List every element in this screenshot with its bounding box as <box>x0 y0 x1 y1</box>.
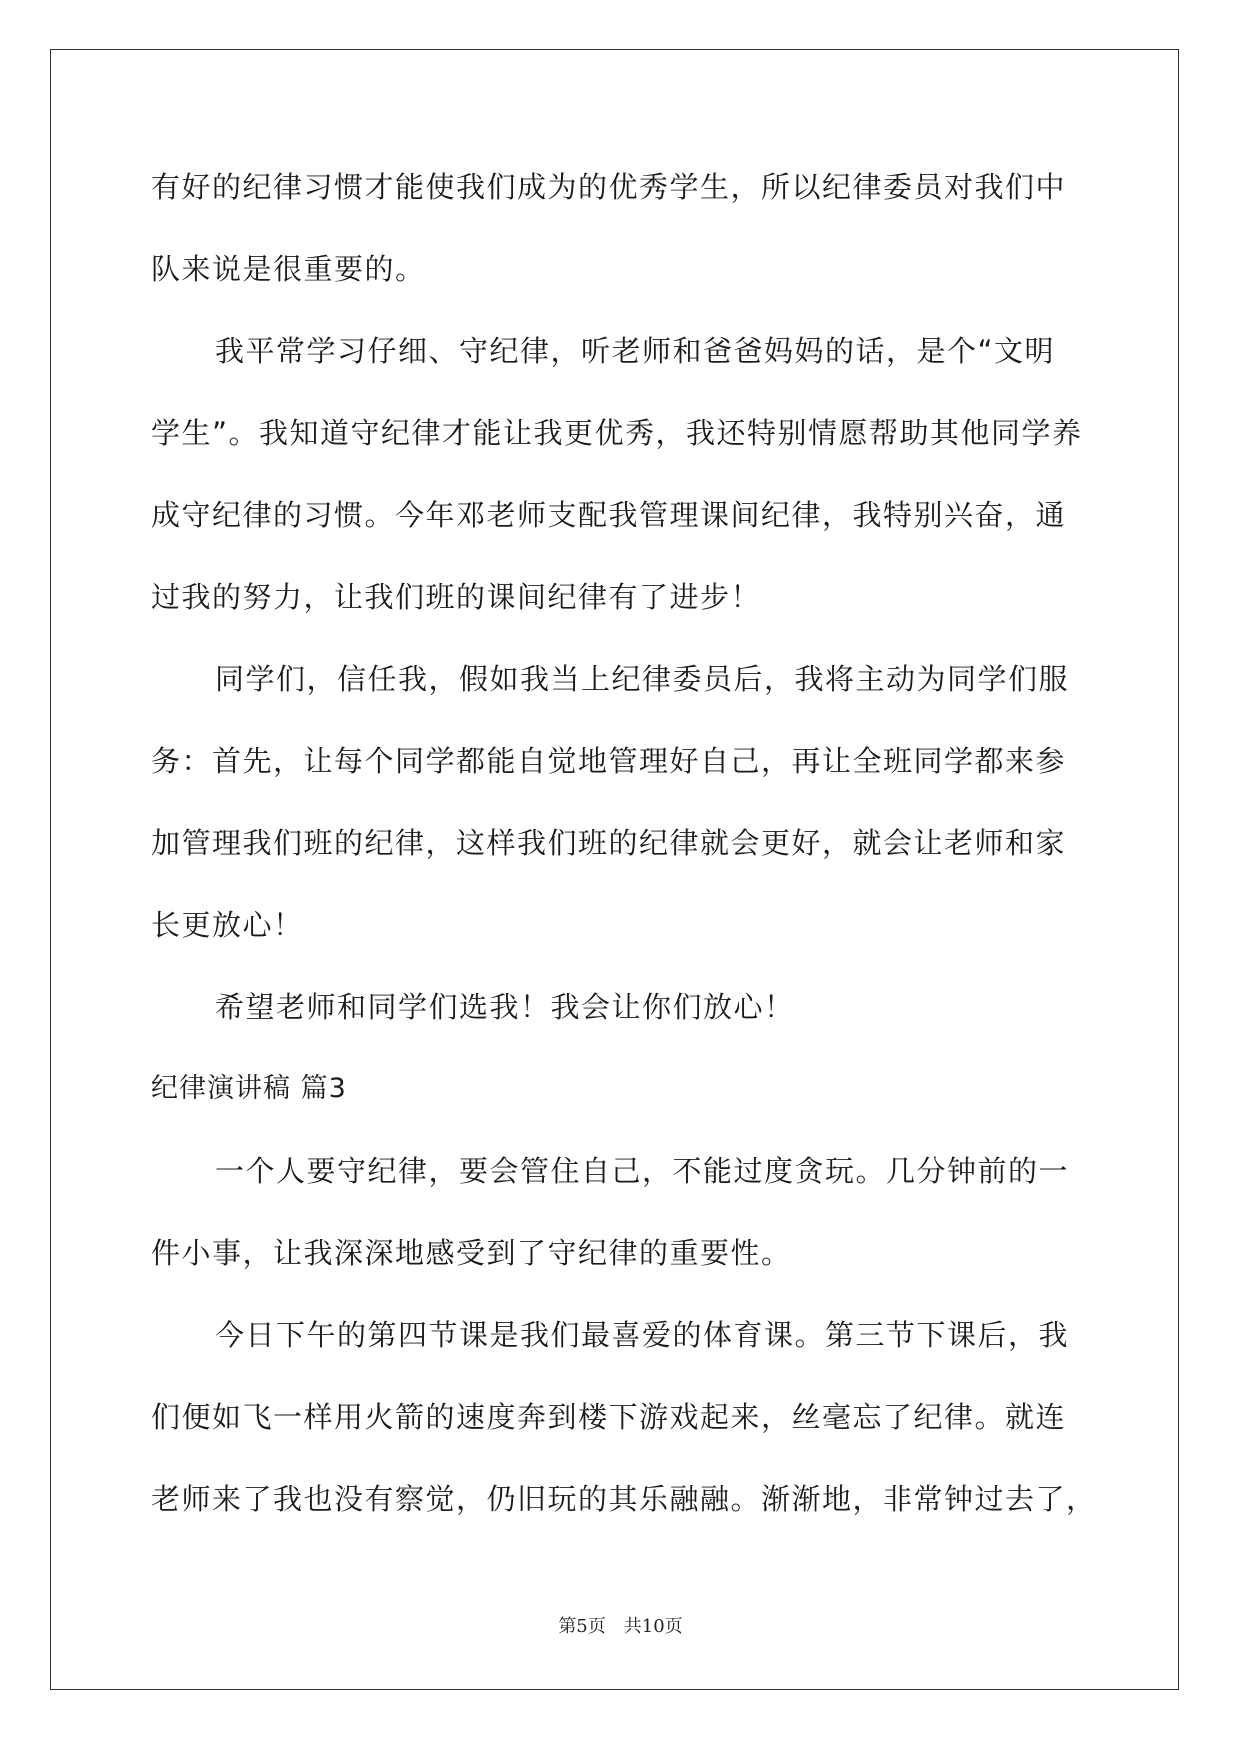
paragraph-line: 件小事，让我深深地感受到了守纪律的重要性。 <box>151 1236 792 1270</box>
paragraph-line: 长更放心！ <box>151 908 304 942</box>
paragraph-line: 学生”。我知道守纪律才能让我更优秀，我还特别情愿帮助其他同学养 <box>151 416 1083 450</box>
page-number: 第5页 共10页 <box>558 1616 683 1637</box>
paragraph-line: 希望老师和同学们选我！我会让你们放心！ <box>215 990 795 1024</box>
paragraph-line: 成守纪律的习惯。今年邓老师支配我管理课间纪律，我特别兴奋，通 <box>151 498 1067 532</box>
paragraph-line: 我平常学习仔细、守纪律，听老师和爸爸妈妈的话，是个“文明 <box>215 334 1056 368</box>
paragraph-line: 老师来了我也没有察觉，仍旧玩的其乐融融。渐渐地，非常钟过去了， <box>151 1482 1097 1516</box>
paragraph-line: 队来说是很重要的。 <box>151 252 426 286</box>
section-heading: 纪律演讲稿 篇3 <box>151 1073 347 1104</box>
document-body <box>151 160 1097 1554</box>
paragraph-line: 们便如飞一样用火箭的速度奔到楼下游戏起来，丝毫忘了纪律。就连 <box>151 1400 1067 1434</box>
paragraph-line: 今日下午的第四节课是我们最喜爱的体育课。第三节下课后，我 <box>215 1318 1070 1352</box>
paragraph-line: 加管理我们班的纪律，这样我们班的纪律就会更好，就会让老师和家 <box>151 826 1067 860</box>
paragraph-line: 过我的努力，让我们班的课间纪律有了进步！ <box>151 580 762 614</box>
paragraph-line: 同学们，信任我，假如我当上纪律委员后，我将主动为同学们服 <box>215 662 1070 696</box>
paragraph-line: 一个人要守纪律，要会管住自己，不能过度贪玩。几分钟前的一 <box>215 1154 1070 1188</box>
paragraph-line: 务：首先，让每个同学都能自觉地管理好自己，再让全班同学都来参 <box>151 744 1067 778</box>
paragraph-line: 有好的纪律习惯才能使我们成为的优秀学生，所以纪律委员对我们中 <box>151 170 1067 204</box>
